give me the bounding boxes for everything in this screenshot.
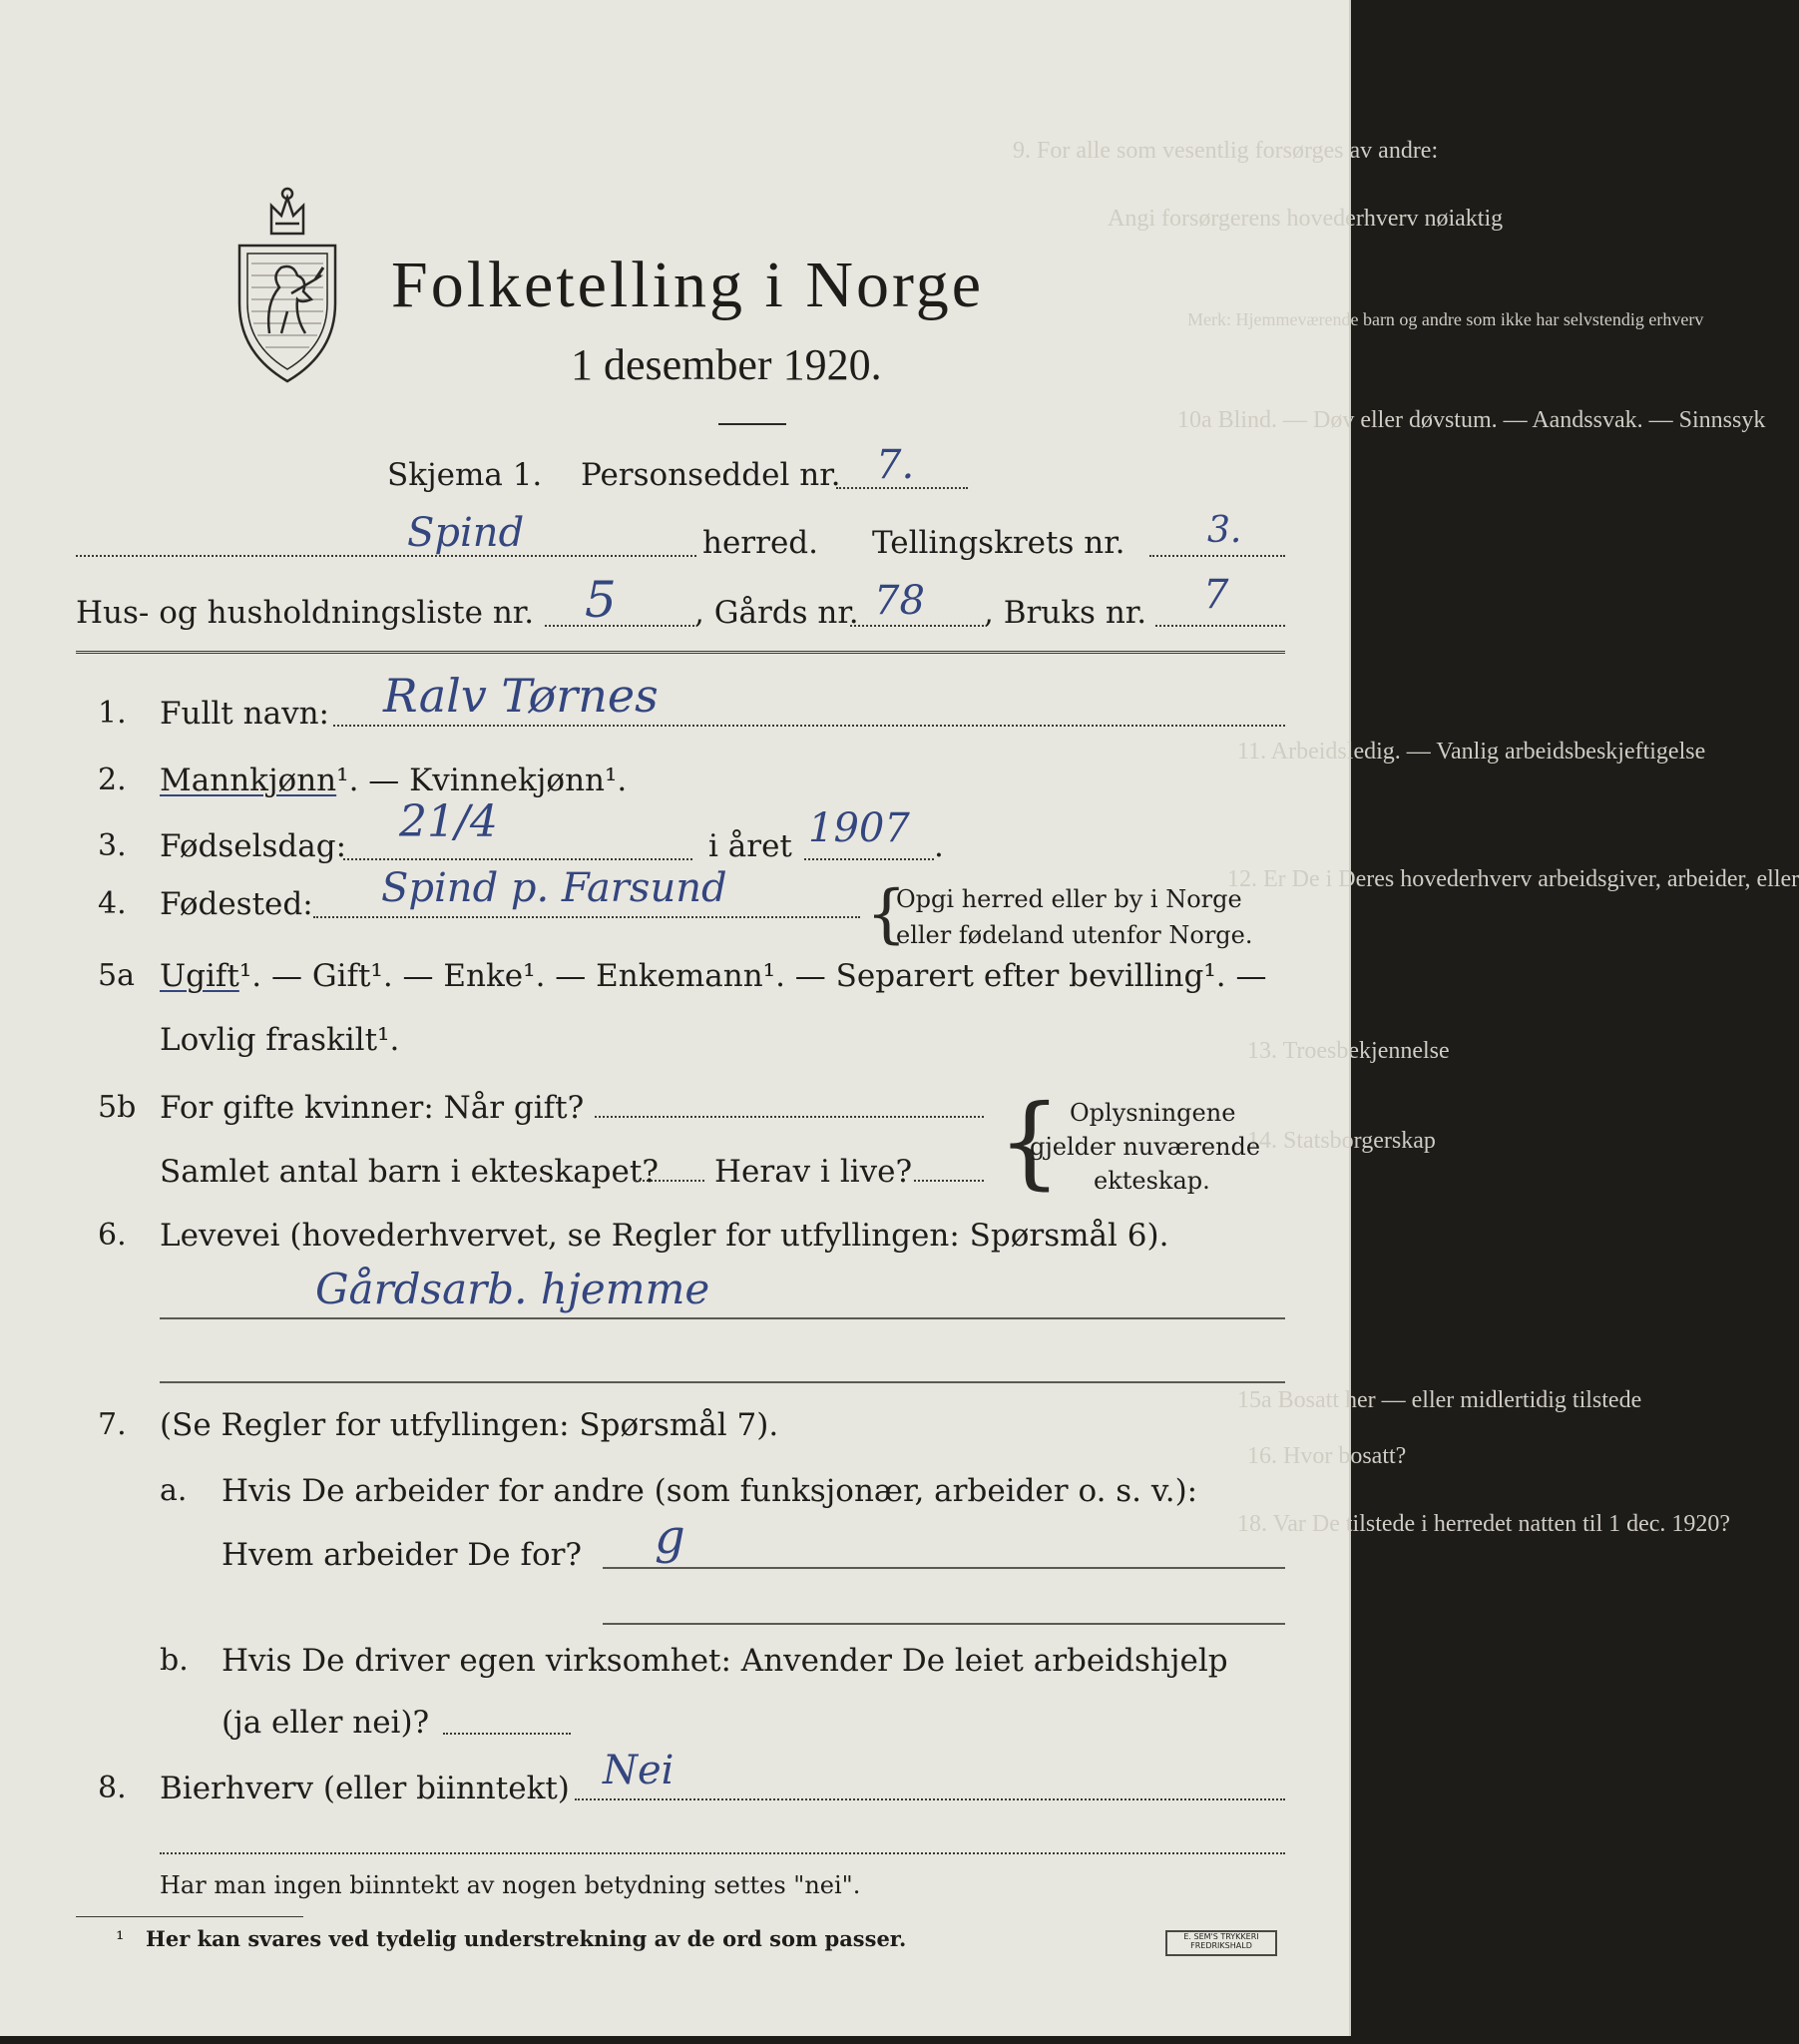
q5b-children-field-line: [635, 1180, 704, 1182]
q3-year-field-line: [804, 858, 934, 860]
herred-value[interactable]: Spind: [407, 510, 525, 556]
header-separator: [76, 651, 1285, 654]
footer-note: Har man ingen biinntekt av nogen betydning settes "nei".: [160, 1871, 861, 1899]
q8-field-line-2: [160, 1852, 1285, 1854]
husholdningsliste-field-line: [545, 625, 694, 627]
bleed-through-text: 15a Bosatt her — eller midlertidig tilstede: [1237, 1387, 1642, 1413]
husholdningsliste-value[interactable]: 5: [585, 571, 617, 629]
herred-field-line: [76, 555, 696, 557]
bleed-through-text: 12. Er De i Deres hovederhverv arbeidsgiver, arbeider, eller: [1227, 866, 1799, 892]
form-title: Folketelling i Norge: [391, 249, 985, 321]
bruks-value[interactable]: 7: [1203, 572, 1229, 618]
q6-field-line-1: [160, 1317, 1285, 1319]
tellingskrets-field-line: [1149, 555, 1285, 557]
q7b-number: b.: [160, 1643, 189, 1678]
bruks-field-line: [1155, 625, 1285, 627]
tellingskrets-label: Tellingskrets nr.: [872, 525, 1125, 561]
norwegian-coat-of-arms-icon: [231, 184, 343, 385]
personseddel-label: Personseddel nr.: [581, 457, 841, 493]
footnote-mark: ¹: [116, 1927, 125, 1951]
q6-field-line-2: [160, 1381, 1285, 1383]
q5b-number: 5b: [98, 1090, 137, 1125]
q7a-field-line: [603, 1567, 1285, 1569]
q8-side-income-value[interactable]: Nei: [603, 1748, 675, 1793]
gards-field-line: [850, 625, 984, 627]
q6-occupation-value[interactable]: Gårdsarb. hjemme: [315, 1265, 710, 1313]
q4-label: Fødested:: [160, 886, 313, 922]
q3-birth-date-value[interactable]: 21/4: [399, 796, 498, 847]
q7-label: (Se Regler for utfyllingen: Spørsmål 7).: [160, 1407, 779, 1443]
q5b-married-label: For gifte kvinner: Når gift?: [160, 1090, 585, 1126]
q5b-note-brace: {: [998, 1083, 1062, 1200]
q5a-options-rest: ¹. — Gift¹. — Enke¹. — Enkemann¹. — Separert efter bevilling¹. —: [238, 958, 1267, 994]
q5b-children-label: Samlet antal barn i ekteskapet?: [160, 1154, 659, 1190]
gards-label: , Gårds nr.: [694, 595, 859, 631]
title-divider: [718, 423, 786, 425]
q7b-field-line: [443, 1733, 571, 1735]
q2-options-rest: ¹. — Kvinnekjønn¹.: [336, 763, 628, 798]
q5b-alive-label: Herav i live?: [714, 1154, 913, 1190]
q5b-married-field-line: [595, 1116, 984, 1118]
bleed-through-text: Angi forsørgerens hovederhverv nøiaktig: [1108, 206, 1504, 232]
q3-label: Fødselsdag:: [160, 828, 347, 864]
gards-value[interactable]: 78: [874, 578, 925, 624]
q5a-status-options: [160, 958, 1266, 994]
q4-note-line1: Opgi herred eller by i Norge: [896, 885, 1242, 913]
q6-number: 6.: [98, 1218, 127, 1253]
q7a-field-line-2: [603, 1623, 1285, 1625]
q4-number: 4.: [98, 886, 127, 921]
tellingskrets-value[interactable]: 3.: [1207, 510, 1242, 551]
q3-birth-year-value[interactable]: 1907: [808, 805, 910, 851]
q7b-label: Hvis De driver egen virksomhet: Anvender De leiet arbeidshjelp: [222, 1643, 1228, 1679]
q3-year-label: i året: [708, 828, 792, 864]
q2-gender-options: [160, 763, 627, 798]
footnote-text: Her kan svares ved tydelig understrekning av de ord som passer.: [146, 1926, 907, 1951]
husholdningsliste-label: Hus- og husholdningsliste nr.: [76, 595, 535, 631]
q2-number: 2.: [98, 763, 127, 797]
bleed-through-text: 11. Arbeidsledig. — Vanlig arbeidsbeskjeftigelse: [1237, 739, 1706, 765]
q2-male-option[interactable]: Mannkjønn: [160, 763, 337, 798]
q7-number: 7.: [98, 1407, 127, 1442]
q5b-note-line3: ekteskap.: [1094, 1167, 1210, 1195]
q5b-note-line1: Oplysningene: [1070, 1099, 1236, 1127]
q1-full-name-value[interactable]: Ralv Tørnes: [383, 669, 659, 723]
q1-number: 1.: [98, 696, 127, 731]
q7a-label: Hvis De arbeider for andre (som funksjonær, arbeider o. s. v.):: [222, 1473, 1198, 1509]
q5b-alive-field-line: [914, 1180, 984, 1182]
skjema-label: Skjema 1.: [387, 457, 543, 493]
q4-note-brace: {: [866, 877, 907, 951]
q8-number: 8.: [98, 1771, 127, 1805]
q7a-number: a.: [160, 1473, 188, 1508]
bleed-through-text: 14. Statsborgerskap: [1247, 1128, 1436, 1154]
bleed-through-text: 18. Var De tilstede i herredet natten til 1 dec. 1920?: [1237, 1511, 1731, 1537]
printer-stamp: E. SEM'S TRYKKERI FREDRIKSHALD: [1165, 1930, 1277, 1956]
q1-field-line: [333, 725, 1285, 727]
bleed-through-text: 10a Blind. — Døv eller døvstum. — Aandssvak. — Sinnssyk: [1177, 407, 1766, 433]
bleed-through-text: 13. Troesbekjennelse: [1247, 1038, 1450, 1064]
q4-birthplace-value[interactable]: Spind p. Farsund: [381, 865, 727, 911]
q5a-number: 5a: [98, 958, 135, 993]
bleed-through-text: 9. For alle som vesentlig forsørges av andre:: [1013, 138, 1439, 164]
q3-number: 3.: [98, 828, 127, 863]
q7a-employer-value[interactable]: g: [655, 1509, 685, 1565]
q4-note-line2: eller fødeland utenfor Norge.: [896, 921, 1253, 949]
bleed-through-text: Merk: Hjemmeværende barn og andre som ikke har selvstendig erhverv: [1187, 309, 1704, 329]
q8-label: Bierhverv (eller biinntekt): [160, 1771, 570, 1806]
form-date: 1 desember 1920.: [571, 340, 882, 389]
q4-field-line: [313, 916, 860, 918]
q5b-note-line2: gjelder nuværende: [1030, 1133, 1261, 1161]
bleed-through-text: 16. Hvor bosatt?: [1247, 1443, 1407, 1469]
personseddel-value[interactable]: 7.: [876, 442, 915, 488]
herred-label: herred.: [702, 525, 818, 561]
footnote-divider: [76, 1916, 303, 1917]
bruks-label: , Bruks nr.: [984, 595, 1147, 631]
q1-label: Fullt navn:: [160, 696, 329, 732]
q5a-line2: Lovlig fraskilt¹.: [160, 1022, 400, 1058]
q3-date-field-line: [343, 858, 692, 860]
q5a-ugift-option[interactable]: Ugift: [160, 958, 239, 994]
q7b-question: (ja eller nei)?: [222, 1705, 430, 1741]
q7a-question: Hvem arbeider De for?: [222, 1537, 583, 1573]
q3-end-mark: .: [934, 828, 944, 864]
q6-label: Levevei (hovederhvervet, se Regler for utfyllingen: Spørsmål 6).: [160, 1218, 1169, 1254]
q8-field-line: [575, 1798, 1285, 1800]
